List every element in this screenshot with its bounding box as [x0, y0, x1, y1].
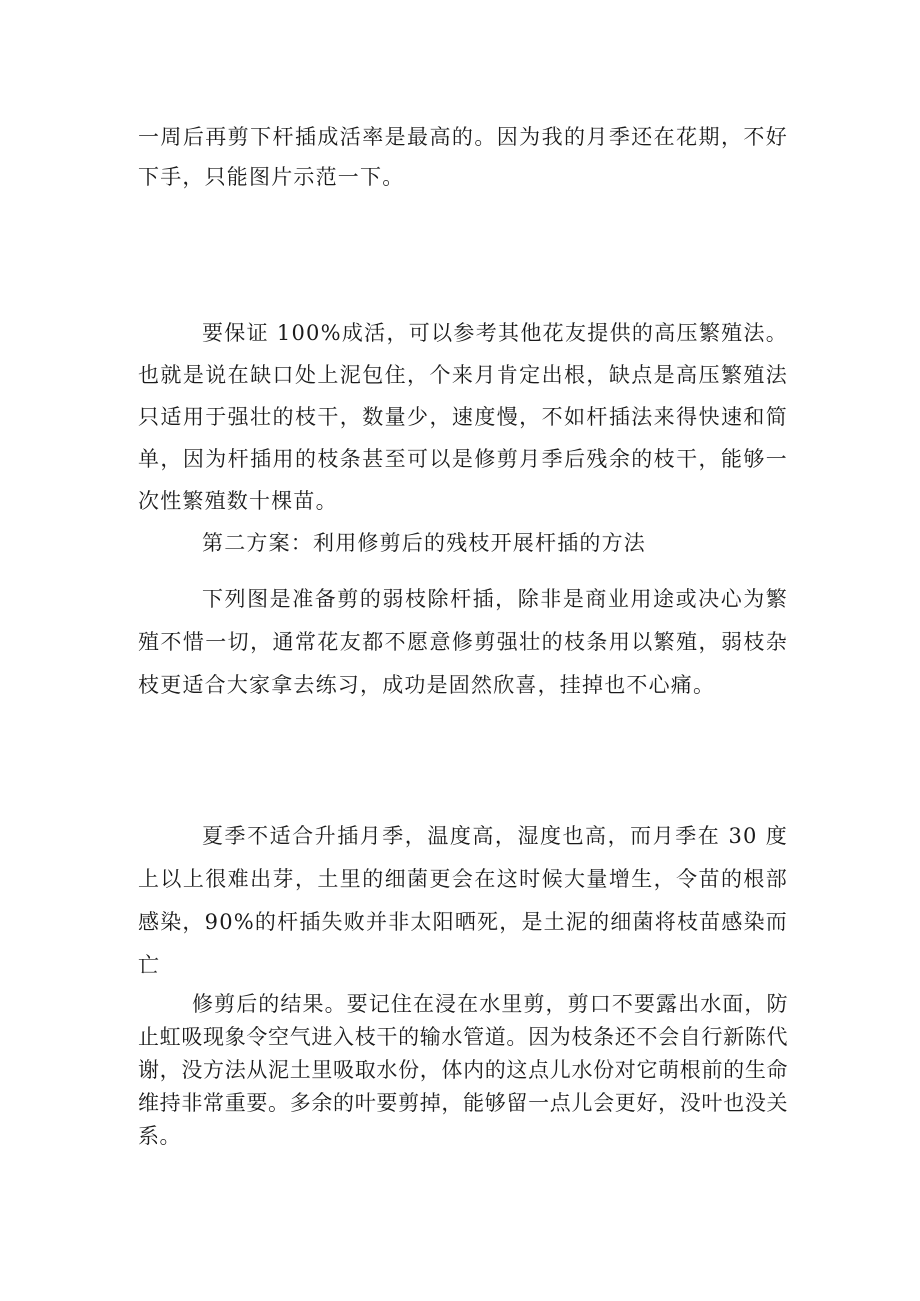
paragraph-weak-branches: 下列图是准备剪的弱枝除杆插，除非是商业用途或决心为繁殖不惜一切，通常花友都不愿意修剪强壮的枝条用以繁殖，弱枝杂枝更适合大家拿去练习，成功是固然欣喜，挂掉也不心痛。	[138, 587, 788, 697]
paragraph-plan-two-heading: 第二方案：利用修剪后的残枝开展杆插的方法	[202, 531, 646, 555]
paragraph-trimming-result: 修剪后的结果。要记住在浸在水里剪，剪口不要露出水面，防止虹吸现象令空气进入枝干的输水管道。因为枝条还不会自行新陈代谢，没方法从泥土里吸取水份，体内的这点儿水份对它萌根前的生命维持非常重要。多余的叶要剪掉，能够留一点儿会更好，没叶也没关系。	[138, 992, 788, 1148]
paragraph-air-layering: 要保证 100%成活，可以参考其他花友提供的高压繁殖法。也就是说在缺口处上泥包住，个来月肯定出根，缺点是高压繁殖法只适用于强壮的枝干，数量少，速度慢，不如杆插法来得快速和简单，因为杆插用的枝条甚至可以是修剪月季后残余的枝干，能够一次性繁殖数十棵苗。	[138, 321, 788, 513]
paragraph-summer-warning: 夏季不适合升插月季，温度高，湿度也高，而月季在 30 度上以上很难出芽，土里的细菌更会在这时候大量增生，令苗的根部感染，90%的杆插失败并非太阳晒死，是土泥的细菌将枝苗感染而亡	[138, 824, 788, 977]
paragraph-cutting-timing: 一周后再剪下杆插成活率是最高的。因为我的月季还在花期，不好下手，只能图片示范一下。	[138, 125, 788, 189]
